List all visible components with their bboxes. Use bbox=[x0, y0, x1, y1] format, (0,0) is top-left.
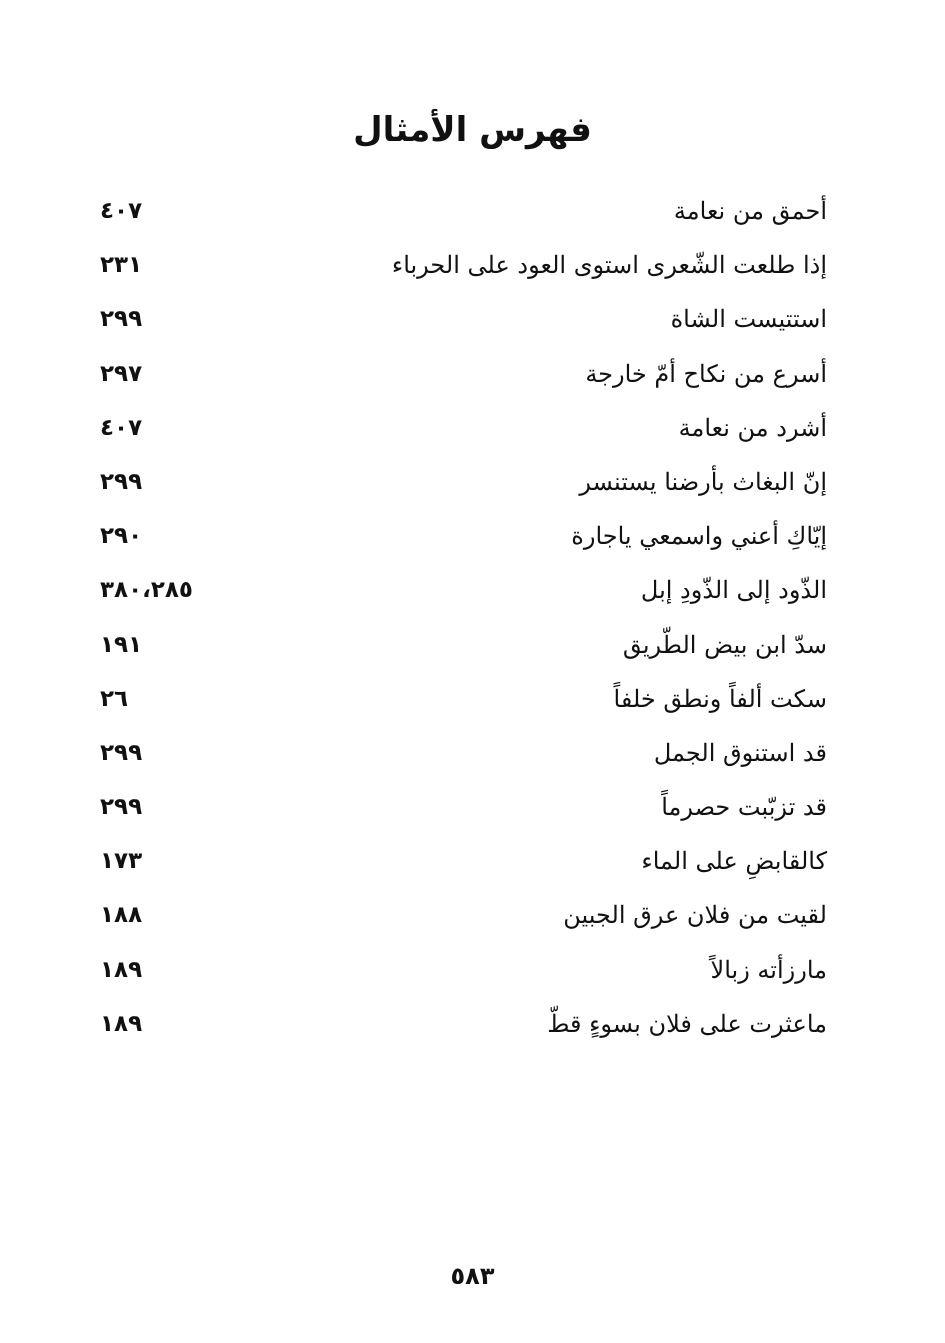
proverb-text: سدّ ابن بيض الطّريق bbox=[622, 630, 827, 659]
proverb-text: قد تزبّبت حصرماً bbox=[661, 793, 827, 822]
page-reference: ١٩١ bbox=[100, 631, 143, 658]
proverb-text: كالقابضِ على الماء bbox=[641, 847, 827, 876]
index-entry bbox=[0, 563, 945, 617]
page-reference: ٢٣١ bbox=[100, 252, 143, 279]
proverb-text: الذّود إلى الذّودِ إبل bbox=[640, 576, 827, 605]
index-entry bbox=[0, 184, 945, 238]
proverbs-index-list bbox=[0, 184, 945, 1051]
index-entry bbox=[0, 292, 945, 346]
index-entry bbox=[0, 943, 945, 997]
index-entry bbox=[0, 780, 945, 834]
proverb-text: أشرد من نعامة bbox=[678, 413, 827, 442]
index-entry bbox=[0, 888, 945, 942]
page-reference: ٢٩٩ bbox=[100, 794, 143, 821]
index-entry bbox=[0, 509, 945, 563]
proverb-text: قد استنوق الجمل bbox=[653, 738, 827, 767]
index-entry bbox=[0, 726, 945, 780]
proverb-text: إذا طلعت الشّعرى استوى العود على الحرباء bbox=[391, 251, 827, 280]
page-reference: ٢٦ bbox=[100, 685, 129, 712]
proverb-text: ماعثرت على فلان بسوءٍ قطّ bbox=[547, 1009, 827, 1038]
index-entry bbox=[0, 238, 945, 292]
page-reference: ٢٩٩ bbox=[100, 739, 143, 766]
page-reference: ١٧٣ bbox=[100, 848, 143, 875]
page-number: ٥٨٣ bbox=[450, 1262, 495, 1290]
page-reference: ١٨٩ bbox=[100, 956, 143, 983]
page-reference: ٤٠٧ bbox=[100, 198, 143, 224]
page-reference: ٢٩٧ bbox=[100, 360, 143, 387]
proverb-text: سكت ألفاً ونطق خلفاً bbox=[613, 684, 827, 713]
proverb-text: أحمق من نعامة bbox=[673, 197, 827, 225]
proverb-text: إنّ البغاث بأرضنا يستنسر bbox=[579, 467, 827, 496]
proverb-text: إيّاكِ أعني واسمعي ياجارة bbox=[571, 522, 827, 551]
page-reference: ٢٩٩ bbox=[100, 468, 143, 495]
proverb-text: استتيست الشاة bbox=[670, 305, 827, 334]
page-title: فهرس الأمثال bbox=[353, 110, 592, 150]
proverb-text: لقيت من فلان عرق الجبين bbox=[563, 901, 827, 930]
page-reference: ١٨٨ bbox=[100, 902, 143, 929]
index-entry bbox=[0, 347, 945, 401]
page-reference: ٢٩٠ bbox=[100, 523, 143, 550]
page-reference: ١٨٩ bbox=[100, 1010, 143, 1037]
proverb-text: مارزأته زبالاً bbox=[710, 955, 827, 984]
index-entry bbox=[0, 672, 945, 726]
index-entry bbox=[0, 997, 945, 1051]
index-entry bbox=[0, 401, 945, 455]
index-entry bbox=[0, 834, 945, 888]
page-reference: ٢٩٩ bbox=[100, 306, 143, 333]
proverb-text: أسرع من نكاح أمّ خارجة bbox=[585, 359, 827, 388]
page-reference: ٤٠٧ bbox=[100, 414, 143, 441]
index-entry bbox=[0, 618, 945, 672]
page-reference: ٣٨٠،٢٨٥ bbox=[100, 577, 193, 604]
index-entry bbox=[0, 455, 945, 509]
